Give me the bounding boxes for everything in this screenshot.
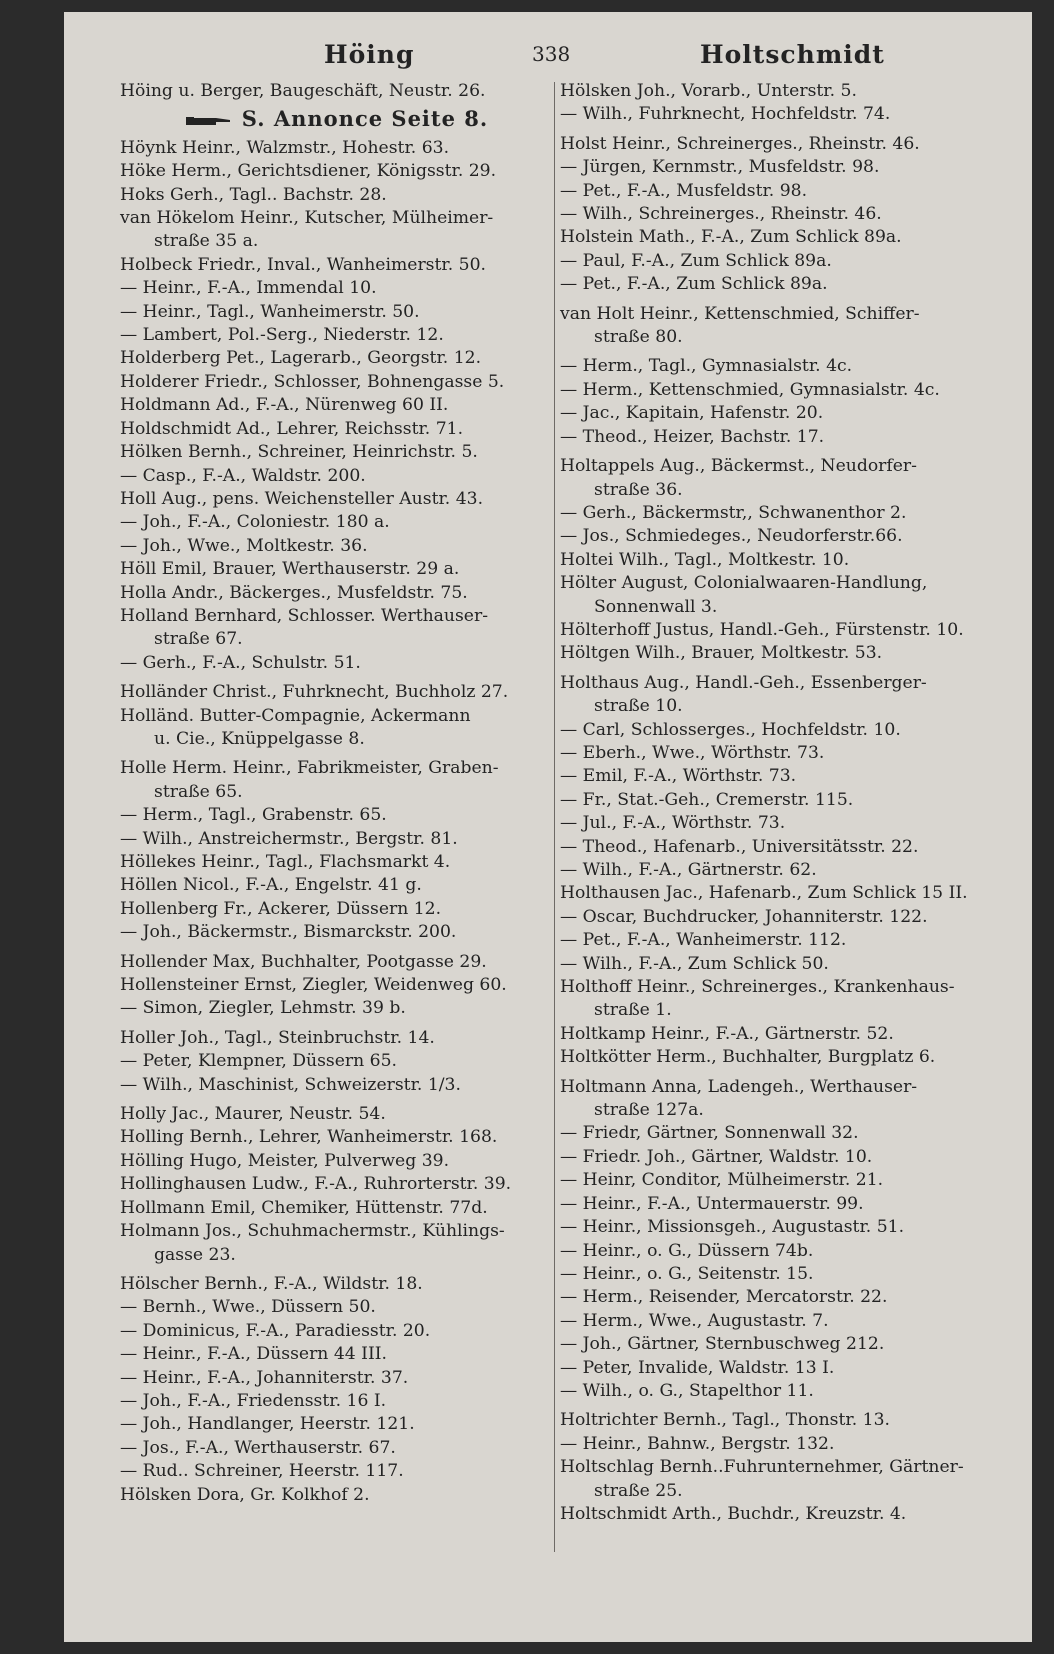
directory-entry <box>120 160 554 183</box>
entry-line: Hollinghausen Ludw., F.-A., Ruhrorterstr. 39. <box>120 1174 512 1195</box>
directory-entry <box>560 1076 1000 1123</box>
directory-entry <box>120 1367 554 1390</box>
directory-entry <box>120 277 554 300</box>
entry-continuation-line: straße 1. <box>594 1000 672 1021</box>
directory-entry <box>560 250 1000 273</box>
entry-line: — Joh., Handlanger, Heerstr. 121. <box>120 1414 415 1435</box>
entry-continuation-line: u. Cie., Knüppelgasse 8. <box>154 728 365 749</box>
entry-line: — Herm., Tagl., Grabenstr. 65. <box>120 805 387 826</box>
directory-entry <box>560 1122 1000 1145</box>
entry-line: — Jos., F.-A., Werthauserstr. 67. <box>120 1437 396 1458</box>
entry-line: — Fr., Stat.-Geh., Cremerstr. 115. <box>560 789 854 810</box>
entry-line: — Wilh., Maschinist, Schweizerstr. 1/3. <box>120 1074 461 1095</box>
entry-line: Hölscher Bernh., F.-A., Wildstr. 18. <box>120 1273 423 1294</box>
entry-line: Holler Joh., Tagl., Steinbruchstr. 14. <box>120 1027 435 1048</box>
directory-entry <box>560 156 1000 179</box>
directory-entry <box>120 1074 554 1097</box>
directory-entry <box>120 137 554 160</box>
entry-line: Hoks Gerh., Tagl.. Bachstr. 28. <box>120 184 387 205</box>
entry-line: — Wilh., Fuhrknecht, Hochfeldstr. 74. <box>560 104 891 125</box>
entry-line: — Pet., F.-A., Musfeldstr. 98. <box>560 180 808 201</box>
directory-entry <box>560 812 1000 835</box>
entry-line: van Hökelom Heinr., Kutscher, Mülheimer- <box>120 208 494 229</box>
entry-line: Hölling Hugo, Meister, Pulverweg 39. <box>120 1150 450 1171</box>
directory-entry <box>560 203 1000 226</box>
entry-continuation-line: straße 10. <box>594 696 683 717</box>
entry-line: Hollensteiner Ernst, Ziegler, Weidenweg 60. <box>120 975 507 996</box>
directory-entry <box>560 1333 1000 1356</box>
directory-entry <box>560 765 1000 788</box>
entry-line: Hölterhoff Justus, Handl.-Geh., Fürstenstr. 10. <box>560 619 964 640</box>
directory-entry <box>120 605 554 652</box>
directory-entry <box>560 882 1000 905</box>
directory-entry <box>120 207 554 254</box>
directory-entry <box>120 974 554 997</box>
entry-line: Holtkötter Herm., Buchhalter, Burgplatz 6. <box>560 1047 936 1068</box>
entry-line: — Heinr., Missionsgeh., Augustastr. 51. <box>560 1217 905 1238</box>
directory-entry <box>120 1027 554 1050</box>
entry-line: Holtkamp Heinr., F.-A., Gärtnerstr. 52. <box>560 1023 894 1044</box>
directory-entry <box>560 1046 1000 1069</box>
directory-entry <box>560 742 1000 765</box>
column-divider <box>554 82 555 1552</box>
entry-line: — Dominicus, F.-A., Paradiesstr. 20. <box>120 1320 431 1341</box>
directory-entry <box>120 418 554 441</box>
entry-line: Höltgen Wilh., Brauer, Moltkestr. 53. <box>560 643 883 664</box>
directory-entry <box>560 455 1000 502</box>
directory-entry <box>120 1484 554 1507</box>
directory-entry <box>120 828 554 851</box>
entry-line: Höynk Heinr., Walzmstr., Hohestr. 63. <box>120 137 450 158</box>
entry-line: Holderer Friedr., Schlosser, Bohnengasse 5. <box>120 371 505 392</box>
left-column <box>120 80 554 1507</box>
directory-entry <box>560 572 1000 619</box>
directory-entry <box>120 652 554 675</box>
directory-entry <box>560 1310 1000 1333</box>
entry-line: — Lambert, Pol.-Serg., Niederstr. 12. <box>120 325 444 346</box>
entry-line: — Herm., Tagl., Gymnasialstr. 4c. <box>560 356 853 377</box>
directory-entry <box>560 226 1000 249</box>
directory-entry <box>560 619 1000 642</box>
directory-entry <box>560 929 1000 952</box>
entry-line: Holtrichter Bernh., Tagl., Thonstr. 13. <box>560 1410 890 1431</box>
directory-entry <box>120 997 554 1020</box>
directory-entry <box>560 80 1000 103</box>
entry-line: — Joh., F.-A., Friedensstr. 16 I. <box>120 1390 387 1411</box>
entry-line: — Jac., Kapitain, Hafenstr. 20. <box>560 403 824 424</box>
entry-continuation-line: straße 127a. <box>594 1100 704 1121</box>
entry-line: — Heinr., o. G., Seitenstr. 15. <box>560 1263 814 1284</box>
entry-line: Holthausen Jac., Hafenarb., Zum Schlick 15 II. <box>560 883 968 904</box>
directory-entry <box>560 1433 1000 1456</box>
directory-entry <box>120 1197 554 1220</box>
directory-entry <box>560 103 1000 126</box>
entry-line: Holle Herm. Heinr., Fabrikmeister, Graben- <box>120 758 499 779</box>
directory-entry <box>120 324 554 347</box>
directory-entry <box>560 133 1000 156</box>
entry-line: — Joh., Wwe., Moltkestr. 36. <box>120 535 368 556</box>
entry-line: — Casp., F.-A., Waldstr. 200. <box>120 465 366 486</box>
annonce-reference <box>120 107 554 130</box>
directory-entry <box>120 1413 554 1436</box>
directory-entry <box>560 1146 1000 1169</box>
directory-entry <box>560 1456 1000 1503</box>
directory-entry <box>560 1286 1000 1309</box>
entry-line: — Eberh., Wwe., Wörthstr. 73. <box>560 742 825 763</box>
directory-entry <box>560 953 1000 976</box>
entry-line: — Jos., Schmiedeges., Neudorferstr.66. <box>560 526 903 547</box>
directory-entry <box>120 1173 554 1196</box>
directory-entry <box>560 1380 1000 1403</box>
entry-line: — Simon, Ziegler, Lehmstr. 39 b. <box>120 998 406 1019</box>
entry-line: — Gerh., Bäckermstr,, Schwanenthor 2. <box>560 502 907 523</box>
directory-entry <box>120 511 554 534</box>
entry-line: — Heinr., F.-A., Immendal 10. <box>120 278 377 299</box>
entry-line: Holthaus Aug., Handl.-Geh., Essenberger- <box>560 672 927 693</box>
entry-line: — Wilh., F.-A., Gärtnerstr. 62. <box>560 860 817 880</box>
entry-line: — Heinr, Conditor, Mülheimerstr. 21. <box>560 1170 884 1191</box>
directory-entry <box>560 1409 1000 1432</box>
entry-continuation-line: gasse 23. <box>154 1244 236 1265</box>
entry-line: Holländ. Butter-Compagnie, Ackermann <box>120 705 471 726</box>
directory-entry <box>120 1390 554 1413</box>
entry-line: S. Annonce Seite 8. <box>241 106 489 132</box>
entry-line: Höke Herm., Gerichtsdiener, Königsstr. 29. <box>120 161 497 182</box>
entry-line: Holmann Jos., Schuhmachermstr., Kühlings- <box>120 1221 505 1242</box>
directory-entry <box>120 951 554 974</box>
directory-entry <box>120 1273 554 1296</box>
page-number: 338 <box>532 42 571 66</box>
header-left-keyword: Höing <box>324 40 415 69</box>
entry-line: Holling Bernh., Lehrer, Wanheimerstr. 168. <box>120 1127 498 1148</box>
directory-entry <box>120 80 554 103</box>
entry-line: — Heinr., o. G., Düssern 74b. <box>560 1240 814 1261</box>
directory-entry <box>560 1216 1000 1239</box>
directory-entry <box>120 681 554 704</box>
directory-entry <box>120 301 554 324</box>
directory-entry <box>560 789 1000 812</box>
entry-line: Hölter August, Colonialwaaren-Handlung, <box>560 573 928 594</box>
entry-line: Holdschmidt Ad., Lehrer, Reichsstr. 71. <box>120 418 464 439</box>
entry-line: — Wilh., F.-A., Zum Schlick 50. <box>560 953 829 974</box>
entry-line: — Paul, F.-A., Zum Schlick 89a. <box>560 250 832 271</box>
directory-entry <box>120 1296 554 1319</box>
entry-line: Hollender Max, Buchhalter, Pootgasse 29. <box>120 951 487 972</box>
entry-line: — Joh., Gärtner, Sternbuschweg 212. <box>560 1334 885 1355</box>
directory-entry <box>560 1240 1000 1263</box>
directory-entry <box>120 757 554 804</box>
entry-line: — Wilh., Anstreichermstr., Bergstr. 81. <box>120 828 458 849</box>
entry-line: — Herm., Reisender, Mercatorstr. 22. <box>560 1287 888 1308</box>
entry-line: Holtschlag Bernh..Fuhrunternehmer, Gärtner- <box>560 1457 964 1478</box>
directory-entry <box>120 1220 554 1267</box>
directory-entry <box>120 582 554 605</box>
directory-entry <box>120 488 554 511</box>
entry-line: Holst Heinr., Schreinerges., Rheinstr. 46. <box>560 133 920 154</box>
entry-line: — Pet., F.-A., Wanheimerstr. 112. <box>560 930 847 951</box>
directory-entry <box>120 898 554 921</box>
entry-line: — Emil, F.-A., Wörthstr. 73. <box>560 766 797 787</box>
entry-line: Holtappels Aug., Bäckermst., Neudorfer- <box>560 456 917 477</box>
entry-line: Holly Jac., Maurer, Neustr. 54. <box>120 1104 386 1125</box>
directory-entry <box>120 1103 554 1126</box>
entry-line: — Heinr., Tagl., Wanheimerstr. 50. <box>120 301 420 322</box>
directory-entry <box>120 465 554 488</box>
directory-entry <box>120 1150 554 1173</box>
entry-line: — Heinr., F.-A., Untermauerstr. 99. <box>560 1193 864 1214</box>
directory-entry <box>560 1193 1000 1216</box>
entry-continuation-line: Sonnenwall 3. <box>594 596 718 617</box>
entry-line: van Holt Heinr., Kettenschmied, Schiffer- <box>560 303 920 324</box>
directory-entry <box>120 874 554 897</box>
directory-entry <box>120 558 554 581</box>
directory-page <box>64 12 1032 1642</box>
entry-continuation-line: straße 36. <box>594 479 683 500</box>
directory-entry <box>120 441 554 464</box>
entry-line: Hollenberg Fr., Ackerer, Düssern 12. <box>120 898 442 919</box>
directory-entry <box>120 1460 554 1483</box>
entry-line: — Friedr, Gärtner, Sonnenwall 32. <box>560 1123 859 1144</box>
entry-line: — Jul., F.-A., Wörthstr. 73. <box>560 813 786 834</box>
directory-entry <box>560 672 1000 719</box>
entry-line: Holl Aug., pens. Weichensteller Austr. 43. <box>120 488 484 509</box>
directory-entry <box>120 347 554 370</box>
entry-line: — Peter, Invalide, Waldstr. 13 I. <box>560 1357 835 1378</box>
directory-entry <box>120 535 554 558</box>
entry-line: — Wilh., Schreinerges., Rheinstr. 46. <box>560 204 882 225</box>
entry-line: — Wilh., o. G., Stapelthor 11. <box>560 1380 814 1401</box>
entry-line: Höing u. Berger, Baugeschäft, Neustr. 26. <box>120 81 486 101</box>
entry-line: Holla Andr., Bäckerges., Musfeldstr. 75. <box>120 582 468 603</box>
entry-line: Hölsken Joh., Vorarb., Unterstr. 5. <box>560 81 857 101</box>
directory-entry <box>120 921 554 944</box>
entry-line: — Jürgen, Kernmstr., Musfeldstr. 98. <box>560 157 880 178</box>
entry-continuation-line: straße 67. <box>154 629 243 650</box>
directory-entry <box>560 379 1000 402</box>
entry-line: — Herm., Kettenschmied, Gymnasialstr. 4c. <box>560 379 940 400</box>
entry-line: Holbeck Friedr., Inval., Wanheimerstr. 50. <box>120 254 486 275</box>
entry-line: Holthoff Heinr., Schreinerges., Krankenhaus- <box>560 977 955 998</box>
entry-line: — Peter, Klempner, Düssern 65. <box>120 1051 397 1072</box>
entry-line: — Bernh., Wwe., Düssern 50. <box>120 1297 376 1318</box>
entry-line: — Theod., Heizer, Bachstr. 17. <box>560 426 825 447</box>
directory-entry <box>560 906 1000 929</box>
entry-line: — Heinr., F.-A., Johanniterstr. 37. <box>120 1367 409 1388</box>
entry-line: — Rud.. Schreiner, Heerstr. 117. <box>120 1461 404 1482</box>
entry-line: Holtmann Anna, Ladengeh., Werthauser- <box>560 1076 918 1097</box>
entry-line: — Joh., F.-A., Coloniestr. 180 a. <box>120 512 390 533</box>
directory-entry <box>120 394 554 417</box>
entry-line: — Heinr., Bahnw., Bergstr. 132. <box>560 1433 835 1454</box>
entry-line: — Joh., Bäckermstr., Bismarckstr. 200. <box>120 922 457 943</box>
directory-entry <box>120 1343 554 1366</box>
entry-line: Höll Emil, Brauer, Werthauserstr. 29 a. <box>120 559 460 580</box>
entry-line: — Carl, Schlosserges., Hochfeldstr. 10. <box>560 719 901 740</box>
directory-entry <box>120 1126 554 1149</box>
entry-line: — Gerh., F.-A., Schulstr. 51. <box>120 652 361 673</box>
entry-line: Holland Bernhard, Schlosser. Werthauser- <box>120 605 489 626</box>
entry-line: Holderberg Pet., Lagerarb., Georgstr. 12. <box>120 348 482 369</box>
directory-entry <box>120 254 554 277</box>
entry-line: Holtschmidt Arth., Buchdr., Kreuzstr. 4. <box>560 1503 907 1524</box>
directory-entry <box>560 1169 1000 1192</box>
directory-entry <box>560 1503 1000 1526</box>
directory-entry <box>560 426 1000 449</box>
entry-line: — Friedr. Joh., Gärtner, Waldstr. 10. <box>560 1146 873 1167</box>
entry-continuation-line: straße 35 a. <box>154 231 259 252</box>
entry-line: — Oscar, Buchdrucker, Johanniterstr. 122. <box>560 906 928 927</box>
directory-entry <box>560 1263 1000 1286</box>
pointing-hand-icon <box>186 114 232 128</box>
directory-entry <box>560 836 1000 859</box>
entry-line: Holländer Christ., Fuhrknecht, Buchholz 27. <box>120 682 509 703</box>
directory-entry <box>560 402 1000 425</box>
directory-entry <box>120 184 554 207</box>
entry-continuation-line: straße 80. <box>594 327 683 348</box>
directory-entry <box>560 180 1000 203</box>
directory-entry <box>120 705 554 752</box>
entry-line: — Heinr., F.-A., Düssern 44 III. <box>120 1344 387 1365</box>
directory-entry <box>560 273 1000 296</box>
directory-entry <box>120 1050 554 1073</box>
entry-line: Holdmann Ad., F.-A., Nürenweg 60 II. <box>120 395 449 416</box>
directory-entry <box>120 371 554 394</box>
directory-entry <box>560 303 1000 350</box>
entry-line: Hollmann Emil, Chemiker, Hüttenstr. 77d. <box>120 1197 488 1218</box>
entry-line: — Theod., Hafenarb., Universitätsstr. 22. <box>560 836 919 857</box>
entry-line: Höllen Nicol., F.-A., Engelstr. 41 g. <box>120 875 422 896</box>
directory-entry <box>560 502 1000 525</box>
directory-entry <box>560 859 1000 882</box>
directory-entry <box>560 525 1000 548</box>
directory-entry <box>560 1023 1000 1046</box>
right-column <box>560 80 1000 1526</box>
directory-entry <box>560 1357 1000 1380</box>
directory-entry <box>120 804 554 827</box>
header-right-keyword: Holtschmidt <box>700 40 885 69</box>
directory-entry <box>120 1437 554 1460</box>
entry-continuation-line: straße 65. <box>154 781 243 802</box>
entry-line: Hölsken Dora, Gr. Kolkhof 2. <box>120 1484 370 1505</box>
entry-line: Holtei Wilh., Tagl., Moltkestr. 10. <box>560 549 850 570</box>
entry-line: — Pet., F.-A., Zum Schlick 89a. <box>560 274 828 295</box>
directory-entry <box>120 851 554 874</box>
directory-entry <box>560 549 1000 572</box>
entry-line: — Herm., Wwe., Augustastr. 7. <box>560 1310 829 1331</box>
entry-line: Höllekes Heinr., Tagl., Flachsmarkt 4. <box>120 852 451 872</box>
directory-entry <box>560 355 1000 378</box>
directory-entry <box>560 642 1000 665</box>
directory-entry <box>560 976 1000 1023</box>
entry-line: Hölken Bernh., Schreiner, Heinrichstr. 5. <box>120 442 478 463</box>
entry-line: Holstein Math., F.-A., Zum Schlick 89a. <box>560 227 902 248</box>
page-header <box>64 30 1032 80</box>
directory-entry <box>120 1320 554 1343</box>
directory-entry <box>560 719 1000 742</box>
entry-continuation-line: straße 25. <box>594 1480 683 1501</box>
